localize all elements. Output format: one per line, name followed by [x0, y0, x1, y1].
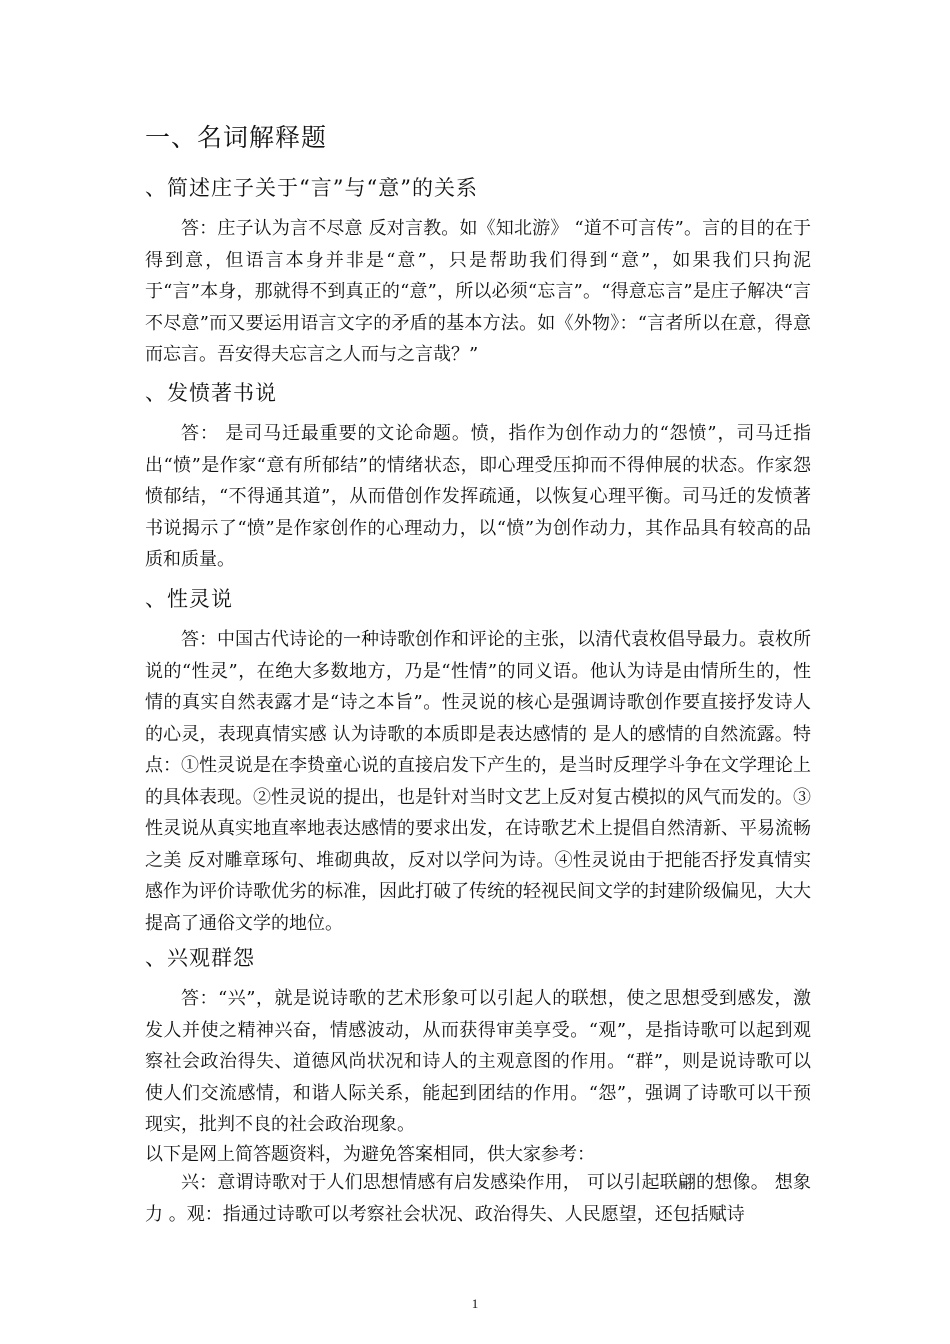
reference-note: 以下是网上简答题资料，为避免答案相同，供大家参考：: [145, 1144, 595, 1165]
section-heading-xingling: 、性灵说: [145, 587, 233, 611]
section-answer-zhuangzi: 答：庄子认为言不尽意 反对言教。如《知北游》 “道不可言传”。言的目的在于得到意，但语言本身并非是“意”，只是帮助我们得到“意”，如果我们只拘泥于“言”本身，那就得不到真正的“意”，所以必须“忘言”。“得意忘言”是庄子解决“言不尽意”而又要运用语言文字的矛盾的基本方法。如《外物》：“言者所以在意，得意而忘言。吾安得夫忘言之人而与之言哉？”: [145, 218, 811, 365]
section-answer-xingguan: 答：“兴”，就是说诗歌的艺术形象可以引起人的联想，使之思想受到感发，激发人并使之精神兴奋，情感波动，从而获得审美享受。“观”，是指诗歌可以起到观察社会政治得失、道德风尚状况和诗人的主观意图的作用。“群”，则是说诗歌可以使人们交流感情，和谐人际关系，能起到团结的作用。“怨”，强调了诗歌可以干预现实，批判不良的社会政治现象。: [145, 988, 811, 1135]
reference-text: 兴：意谓诗歌对于人们思想情感有启发感染作用， 可以引起联翩的想像。 想象力 。观：指通过诗歌可以考察社会状况、政治得失、人民愿望，还包括赋诗: [145, 1172, 811, 1225]
page-title: 一、名词解释题: [145, 123, 328, 152]
section-heading-fafen: 、发愤著书说: [145, 381, 277, 405]
section-heading-zhuangzi: 、简述庄子关于“言”与“意”的关系: [145, 176, 478, 200]
section-answer-fafen: 答： 是司马迁最重要的文论命题。愤，指作为创作动力的“怨愤”，司马迁指出“愤”是作家“意有所郁结”的情绪状态，即心理受压抑而不得伸展的状态。作家怨愤郁结，“不得通其道”，从而借创作发挥疏通，以恢复心理平衡。司马迁的发愤著书说揭示了“愤”是作家创作的心理动力，以“愤”为创作动力，其作品具有较高的品质和质量。: [145, 423, 811, 570]
section-heading-xingguan: 、兴观群怨: [145, 946, 255, 970]
page-number: 1: [471, 1296, 479, 1311]
section-answer-xingling: 答：中国古代诗论的一种诗歌创作和评论的主张，以清代袁枚倡导最力。袁枚所说的“性灵”，在绝大多数地方，乃是“性情”的同义语。他认为诗是由情所生的，性情的真实自然表露才是“诗之本旨”。性灵说的核心是强调诗歌创作要直接抒发诗人的心灵，表现真情实感 认为诗歌的本质即是表达感情的 是人的感情的自然流露。特点：①性灵说是在李贽童心说的直接启发下产生的，是当时反理学斗争在文学理论上的具体表现。②性灵说的提出，也是针对当时文艺上反对复古模拟的风气而发的。③性灵说从真实地直率地表达感情的要求出发，在诗歌艺术上提倡自然清新、平易流畅之美 反对雕章琢句、堆砌典故，反对以学问为诗。④性灵说由于把能否抒发真情实感作为评价诗歌优劣的标准，因此打破了传统的轻视民间文学的封建阶级偏见，大大提高了通俗文学的地位。: [145, 629, 811, 934]
